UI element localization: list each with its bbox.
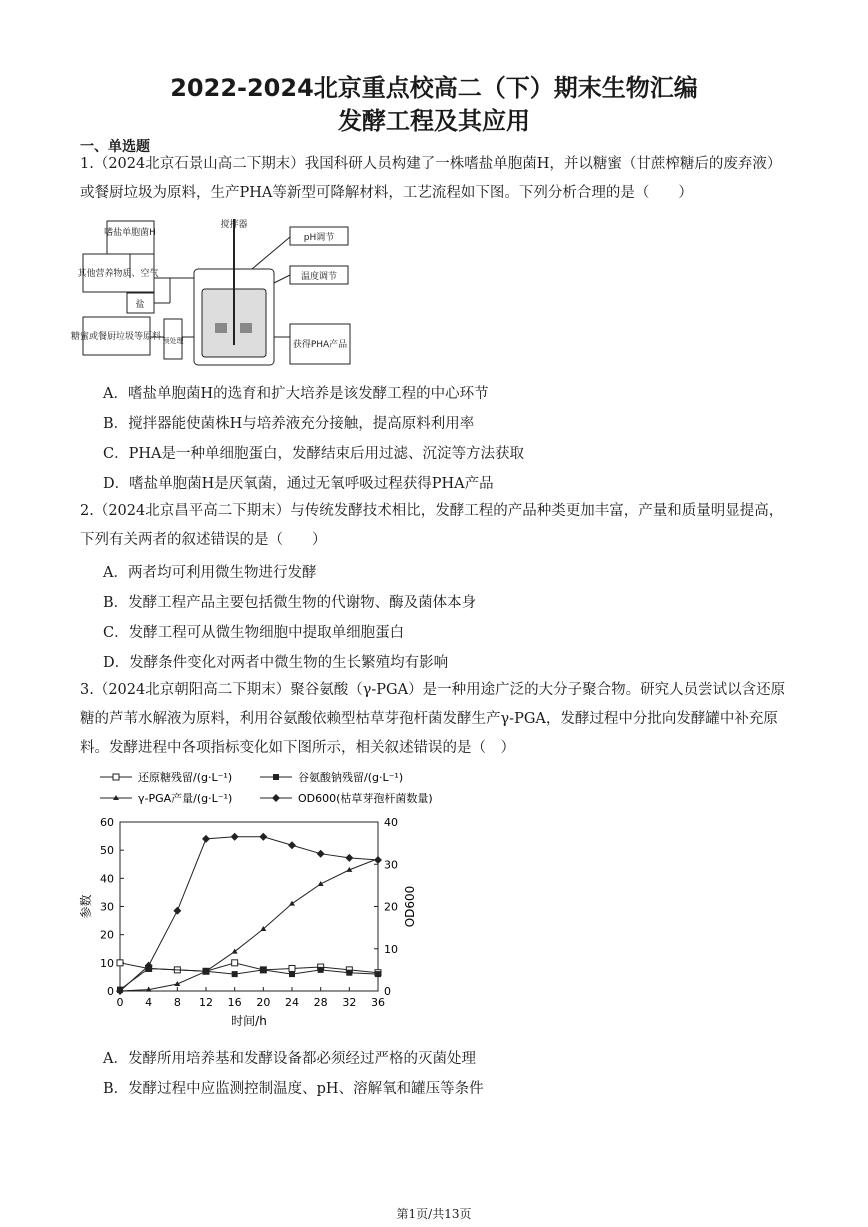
doc-title: 2022-2024北京重点校高二（下）期末生物汇编 <box>170 74 698 102</box>
x-tick-label: 24 <box>285 996 299 1009</box>
q1-option-c: C．PHA是一种单细胞蛋白，发酵结束后用过滤、沉淀等方法获取 <box>103 446 524 462</box>
q3-option-a: A．发酵所用培养基和发酵设备都必须经过严格的灭菌处理 <box>103 1051 476 1067</box>
y2-tick-label: 40 <box>384 816 398 829</box>
label-nutrients: 其他营养物质、空气 <box>77 269 159 279</box>
q3-line-chart <box>80 765 480 1040</box>
x-tick-label: 4 <box>145 996 153 1009</box>
q3-option-b: B．发酵过程中应监测控制温度、pH、溶解氧和罐压等条件 <box>103 1081 484 1097</box>
y-tick-label: 0 <box>107 985 114 998</box>
x-tick-label: 20 <box>256 996 271 1009</box>
page-footer: 第1页/共13页 <box>396 1207 472 1221</box>
y-axis-label: 参数 <box>79 894 93 919</box>
q2-option-b: B．发酵工程产品主要包括微生物的代谢物、酶及菌体本身 <box>103 595 477 611</box>
label-raw: 糖蜜或餐厨垃圾等原料 <box>70 332 162 342</box>
q1-option-b: B．搅拌器能使菌株H与培养液充分接触，提高原料利用率 <box>103 416 475 432</box>
data-point <box>288 841 296 849</box>
data-point <box>273 774 279 780</box>
data-point <box>232 971 238 977</box>
q3-stem: 3.（2024北京朝阳高二下期末）聚谷氨酸（γ-PGA）是一种用途广泛的大分子聚合物。研究人员尝试以含还原糖的芦苇水解液为原料，利用谷氨酸依赖型枯草芽孢杆菌发酵生产γ-PGA，发酵过程中分批向发酵罐中补充原料。发酵进程中各项指标变化如下图所示，相关叙述错误的是（ ） <box>80 682 786 756</box>
data-point <box>375 971 381 977</box>
x-tick-label: 36 <box>371 996 385 1009</box>
x-axis-label: 时间/h <box>231 1014 267 1028</box>
legend-label: 谷氨酸钠残留/(g·L⁻¹) <box>298 771 404 784</box>
x-tick-label: 0 <box>116 996 124 1009</box>
x-tick-label: 12 <box>199 996 213 1009</box>
label-pretreat: 预处理 <box>162 337 184 345</box>
series-line <box>120 968 378 989</box>
q2-option-a: A．两者均可利用微生物进行发酵 <box>103 565 317 581</box>
y-tick-label: 40 <box>100 872 114 886</box>
series-line <box>120 859 378 991</box>
q1-process-diagram <box>70 213 360 373</box>
data-point <box>317 850 325 858</box>
y2-tick-label: 20 <box>384 900 398 914</box>
data-point <box>232 960 238 966</box>
data-point <box>231 833 239 841</box>
data-point <box>173 907 181 915</box>
label-temp: 温度调节 <box>300 272 338 282</box>
q1-option-d: D．嗜盐单胞菌H是厌氧菌，通过无氧呼吸过程获得PHA产品 <box>103 476 494 492</box>
label-product: 获得PHA产品 <box>292 340 348 350</box>
data-point <box>202 835 210 843</box>
y2-tick-label: 10 <box>384 942 398 956</box>
y2-tick-label: 0 <box>384 985 391 998</box>
q2-option-d: D．发酵条件变化对两者中微生物的生长繁殖均有影响 <box>103 655 449 671</box>
y-tick-label: 10 <box>100 956 114 970</box>
data-point <box>259 833 267 841</box>
x-tick-label: 8 <box>173 996 181 1009</box>
legend-label: OD600(枯草芽孢杆菌数量) <box>298 792 433 805</box>
legend-label: γ-PGA产量/(g·L⁻¹) <box>138 792 233 805</box>
data-point <box>289 965 295 971</box>
x-tick-label: 28 <box>313 996 328 1009</box>
x-tick-label: 32 <box>342 996 357 1009</box>
label-strain: 嗜盐单胞菌H <box>104 228 156 238</box>
q2-stem: 2.（2024北京昌平高二下期末）与传统发酵技术相比，发酵工程的产品种类更加丰富，产量和质量明显提高，下列有关两者的叙述错误的是（ ） <box>80 503 784 548</box>
data-point <box>113 774 119 780</box>
label-ph: pH调节 <box>303 233 335 243</box>
q1-option-a: A．嗜盐单胞菌H的选育和扩大培养是该发酵工程的中心环节 <box>103 386 489 402</box>
q2-option-c: C．发酵工程可从微生物细胞中提取单细胞蛋白 <box>103 625 405 641</box>
data-point <box>318 967 324 973</box>
data-point <box>260 967 266 973</box>
y-tick-label: 50 <box>100 844 114 858</box>
data-point <box>289 971 295 977</box>
q1-stem: 1.（2024北京石景山高二下期末）我国科研人员构建了一株嗜盐单胞菌H，并以糖蜜（甘蔗榨糖后的废弃液）或餐厨垃圾为原料，生产PHA等新型可降解材料，工艺流程如下图。下列分析合理的是（ ） <box>80 156 782 201</box>
y-tick-label: 60 <box>100 816 114 829</box>
x-tick-label: 16 <box>227 996 242 1009</box>
plot-frame <box>120 822 378 991</box>
data-point <box>272 794 280 802</box>
data-point <box>289 901 295 906</box>
data-point <box>346 970 352 976</box>
series-line <box>120 837 378 991</box>
label-stirrer: 搅拌器 <box>220 220 248 230</box>
data-point <box>117 960 123 966</box>
y2-axis-label: OD600 <box>403 885 417 928</box>
doc-subtitle: 发酵工程及其应用 <box>338 107 530 135</box>
section-heading: 一、单选题 <box>80 139 150 155</box>
label-salt: 盐 <box>135 300 145 310</box>
y-tick-label: 30 <box>100 900 114 914</box>
y2-tick-label: 30 <box>384 858 398 872</box>
data-point <box>374 856 382 864</box>
legend-label: 还原糖残留/(g·L⁻¹) <box>138 771 233 784</box>
y-tick-label: 20 <box>100 928 114 942</box>
data-point <box>345 854 353 862</box>
